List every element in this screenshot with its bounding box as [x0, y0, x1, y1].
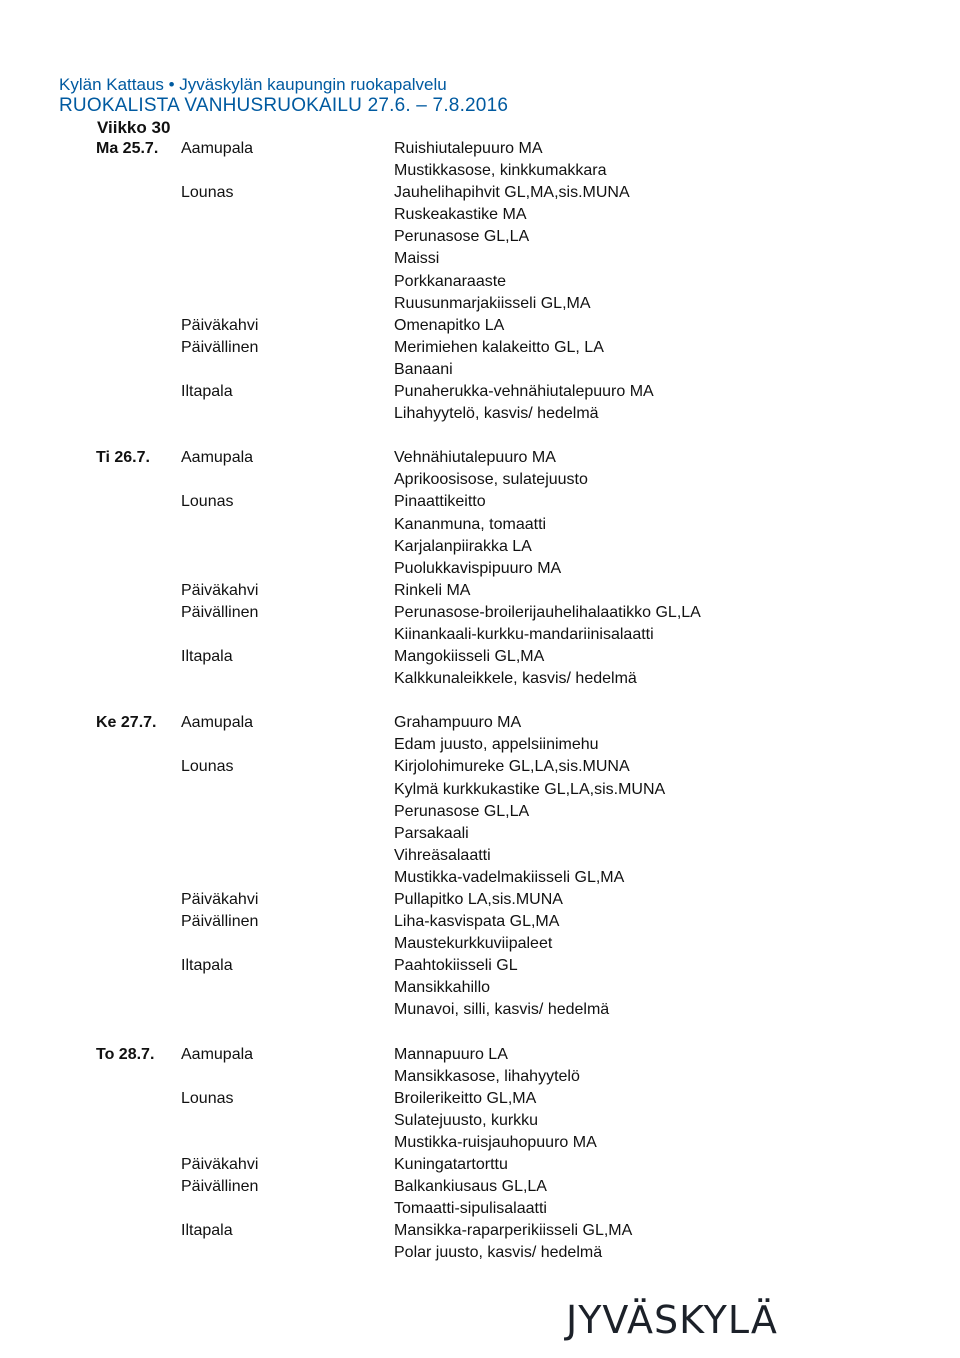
menu-row: [0, 359, 960, 381]
meal-label: Päivällinen: [181, 338, 259, 356]
meal-label: Aamupala: [181, 714, 254, 732]
menu-row: [0, 381, 960, 403]
dish-item: Merimiehen kalakeitto GL, LA: [394, 338, 604, 356]
dish-item: Vihreäsalaatti: [394, 846, 491, 864]
dish-item: Balkankiusaus GL,LA: [394, 1178, 547, 1196]
menu-row: [0, 315, 960, 337]
menu-row: [0, 867, 960, 889]
meal-label: Lounas: [181, 758, 234, 776]
dish-item: Puolukkavispipuuro MA: [394, 559, 562, 577]
meal-label: Päiväkahvi: [181, 316, 259, 334]
dish-item: Broilerikeitto GL,MA: [394, 1089, 537, 1107]
dish-item: Polar juusto, kasvis/ hedelmä: [394, 1244, 603, 1262]
day-label: Ti 26.7.: [96, 449, 150, 467]
organization-line: Kylän Kattaus • Jyväskylän kaupungin ruokapalvelu: [59, 75, 447, 94]
dish-item: Sulatejuusto, kurkku: [394, 1111, 539, 1129]
dish-item: Kylmä kurkkukastike GL,LA,sis.MUNA: [394, 780, 666, 798]
day-section: [0, 1044, 960, 1265]
dish-item: Vehnähiutalepuuro MA: [394, 449, 556, 467]
dish-item: Perunasose GL,LA: [394, 802, 530, 820]
dish-item: Banaani: [394, 360, 453, 378]
page-header: [59, 74, 508, 139]
day-section: [0, 447, 960, 690]
dish-item: Porkkanaraaste: [394, 272, 507, 290]
meal-label: Päiväkahvi: [181, 1156, 259, 1174]
menu-row: [0, 712, 960, 734]
meal-label: Päivällinen: [181, 1178, 259, 1196]
meal-label: Päivällinen: [181, 913, 259, 931]
meal-label: Aamupala: [181, 1045, 254, 1063]
dish-item: Parsakaali: [394, 824, 469, 842]
menu-row: [0, 823, 960, 845]
menu-row: [0, 469, 960, 491]
day-section: [0, 712, 960, 1021]
dish-item: Lihahyytelö, kasvis/ hedelmä: [394, 405, 599, 423]
menu-row: [0, 756, 960, 778]
day-label: Ma 25.7.: [96, 140, 159, 157]
dish-item: Mustikka-ruisjauhopuuro MA: [394, 1133, 597, 1151]
menu-row: [0, 602, 960, 624]
dish-item: Munavoi, silli, kasvis/ hedelmä: [394, 1001, 610, 1019]
menu-row: [0, 911, 960, 933]
menu-row: [0, 491, 960, 513]
menu-row: [0, 624, 960, 646]
meal-label: Iltapala: [181, 383, 233, 401]
menu-row: [0, 514, 960, 536]
day-label: To 28.7.: [96, 1045, 155, 1063]
dish-item: Kuningatartorttu: [394, 1156, 508, 1174]
menu-row: [0, 1044, 960, 1066]
menu-row: [0, 271, 960, 293]
week-label: Viikko 30: [97, 118, 171, 137]
menu-row: [0, 160, 960, 182]
menu-row: [0, 933, 960, 955]
menu-row: [0, 889, 960, 911]
dish-item: Liha-kasvispata GL,MA: [394, 913, 560, 931]
dish-item: Mustikka-vadelmakiisseli GL,MA: [394, 868, 625, 886]
menu-row: [0, 226, 960, 248]
meal-label: Lounas: [181, 184, 234, 202]
meal-label: Aamupala: [181, 140, 254, 157]
dish-item: Kiinankaali-kurkku-mandariinisalaatti: [394, 625, 654, 643]
dish-item: Paahtokiisseli GL: [394, 957, 518, 975]
dish-item: Mansikkahillo: [394, 979, 491, 997]
menu-row: [0, 1176, 960, 1198]
dish-item: Kirjolohimureke GL,LA,sis.MUNA: [394, 758, 630, 776]
dish-item: Mannapuuro LA: [394, 1045, 508, 1063]
meal-label: Lounas: [181, 1089, 234, 1107]
meal-label: Päivällinen: [181, 603, 259, 621]
menu-row: [0, 734, 960, 756]
menu-row: [0, 182, 960, 204]
menu-row: [0, 1220, 960, 1242]
dish-item: Edam juusto, appelsiinimehu: [394, 736, 599, 754]
menu-row: [0, 845, 960, 867]
dish-item: Mansikkasose, lihahyytelö: [394, 1067, 580, 1085]
menu-row: [0, 138, 960, 160]
meal-label: Iltapala: [181, 1222, 233, 1240]
dish-item: Kananmuna, tomaatti: [394, 515, 547, 533]
menu-row: [0, 779, 960, 801]
meal-label: Aamupala: [181, 449, 254, 467]
menu-row: [0, 1132, 960, 1154]
dish-item: Ruskeakastike MA: [394, 206, 527, 224]
menu-row: [0, 1066, 960, 1088]
day-label: Ke 27.7.: [96, 714, 157, 732]
dish-item: Omenapitko LA: [394, 316, 505, 334]
dish-item: Aprikoosisose, sulatejuusto: [394, 471, 588, 489]
menu-row: [0, 977, 960, 999]
menu-row: [0, 801, 960, 823]
menu-row: [0, 1242, 960, 1264]
jyvaskyla-logo: [566, 1298, 796, 1346]
menu-row: [0, 558, 960, 580]
menu-row: [0, 1198, 960, 1220]
dish-item: Pinaattikeitto: [394, 493, 486, 511]
menu-row: [0, 536, 960, 558]
menu-days: [0, 138, 960, 1287]
dish-item: Perunasose GL,LA: [394, 228, 530, 246]
dish-item: Karjalanpiirakka LA: [394, 537, 532, 555]
menu-row: [0, 999, 960, 1021]
day-section: [0, 138, 960, 425]
meal-label: Lounas: [181, 493, 234, 511]
meal-label: Iltapala: [181, 957, 233, 975]
menu-row: [0, 248, 960, 270]
menu-row: [0, 337, 960, 359]
menu-row: [0, 955, 960, 977]
menu-row: [0, 646, 960, 668]
menu-row: [0, 1088, 960, 1110]
dish-item: Mansikka-raparperikiisseli GL,MA: [394, 1222, 633, 1240]
menu-row: [0, 1154, 960, 1176]
meal-label: Päiväkahvi: [181, 581, 259, 599]
dish-item: Punaherukka-vehnähiutalepuuro MA: [394, 383, 654, 401]
meal-label: Iltapala: [181, 648, 233, 666]
menu-row: [0, 580, 960, 602]
dish-item: Maustekurkkuviipaleet: [394, 935, 553, 953]
dish-item: Mustikkasose, kinkkumakkara: [394, 162, 607, 180]
dish-item: Tomaatti-sipulisalaatti: [394, 1200, 547, 1218]
dish-item: Grahampuuro MA: [394, 714, 522, 732]
dish-item: Maissi: [394, 250, 440, 268]
dish-item: Ruishiutalepuuro MA: [394, 140, 543, 157]
logo-text: JYVÄSKYLÄ: [566, 1298, 778, 1342]
dish-item: Jauhelihapihvit GL,MA,sis.MUNA: [394, 184, 630, 202]
menu-row: [0, 403, 960, 425]
menu-row: [0, 293, 960, 315]
dish-item: Rinkeli MA: [394, 581, 471, 599]
menu-title: RUOKALISTA VANHUSRUOKAILU 27.6. – 7.8.2016: [59, 95, 509, 116]
dish-item: Pullapitko LA,sis.MUNA: [394, 891, 563, 908]
menu-row: [0, 447, 960, 469]
dish-item: Kalkkunaleikkele, kasvis/ hedelmä: [394, 670, 637, 688]
dish-item: Mangokiisseli GL,MA: [394, 648, 545, 666]
menu-row: [0, 668, 960, 690]
menu-row: [0, 1110, 960, 1132]
dish-item: Perunasose-broilerijauhelihalaatikko GL,LA: [394, 603, 701, 621]
meal-label: Päiväkahvi: [181, 891, 259, 908]
dish-item: Ruusunmarjakiisseli GL,MA: [394, 294, 591, 312]
menu-row: [0, 204, 960, 226]
